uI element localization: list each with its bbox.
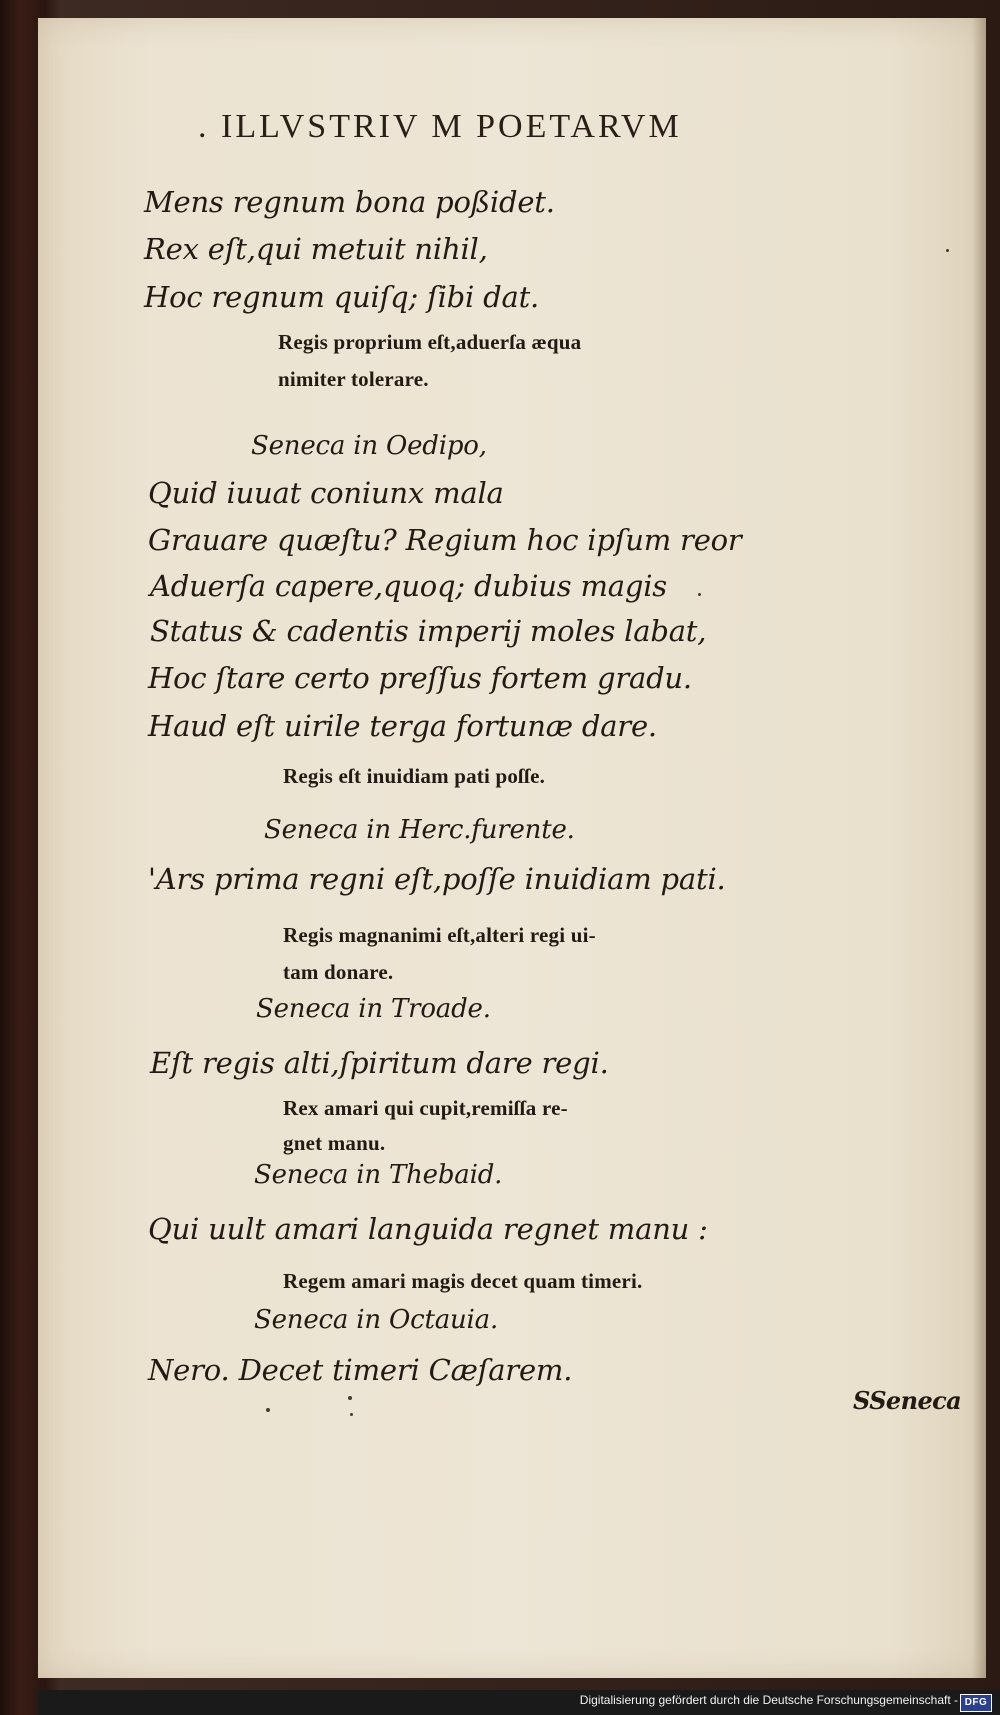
source-attribution: Seneca in Octauia. — [254, 1305, 499, 1335]
verse-line: Qui uult amari languida regnet manu : — [148, 1212, 708, 1246]
verse-line: Hoc regnum quiſq; ſibi dat. — [144, 280, 540, 314]
sentence-line: Regem amari magis decet quam timeri. — [283, 1269, 643, 1293]
catchword: SSeneca — [853, 1386, 962, 1415]
paper-speck — [698, 593, 701, 596]
sentence-line: Regis proprium eſt,aduerſa æqua — [278, 330, 582, 354]
sentence-line: Regis magnanimi eſt,alteri regi ui- — [283, 923, 596, 947]
running-head: . ILLVSTRIV M POETARVM — [198, 108, 682, 145]
verse-line: Eſt regis alti,ſpiritum dare regi. — [150, 1046, 609, 1080]
sentence-line: Regis eſt inuidiam pati poſſe. — [283, 764, 546, 788]
verse-line: Mens regnum bona poßidet. — [144, 185, 555, 219]
sentence-line: gnet manu. — [283, 1131, 386, 1155]
verse-line: Aduerſa capere,quoq; dubius magis — [150, 569, 667, 603]
source-attribution: Seneca in Oedipo, — [251, 431, 487, 461]
funding-credit: Digitalisierung gefördert durch die Deutsche Forschungsgemeinschaft - — [579, 1693, 958, 1707]
sentence-line: tam donare. — [283, 960, 394, 984]
verse-line: Rex eſt,qui metuit nihil, — [144, 232, 488, 266]
paper-speck — [266, 1408, 270, 1412]
verse-line: Haud eſt uirile terga fortunæ dare. — [148, 709, 657, 743]
paper-speck — [946, 249, 949, 252]
source-attribution: Seneca in Thebaid. — [254, 1160, 503, 1190]
verse-line: Status & cadentis imperij moles labat, — [150, 614, 707, 648]
paper-speck — [348, 1396, 352, 1400]
verse-line: Nero. Decet timeri Cæſarem. — [148, 1353, 573, 1387]
book-page — [38, 18, 986, 1678]
dfg-logo: DFG — [960, 1694, 992, 1712]
verse-line: Grauare quæſtu? Regium hoc ipſum reor — [148, 523, 742, 557]
sentence-line: Rex amari qui cupit,remiſſa re- — [283, 1096, 568, 1120]
page-edge-shadow — [972, 18, 986, 1678]
paper-speck — [350, 1413, 353, 1416]
verse-line: Hoc ſtare certo preſſus fortem gradu. — [148, 661, 692, 695]
verse-line: 'Ars prima regni eſt,poſſe inuidiam pati. — [148, 862, 726, 896]
source-attribution: Seneca in Troade. — [256, 994, 491, 1024]
digitization-footer — [38, 1690, 1000, 1715]
sentence-line: nimiter tolerare. — [278, 367, 429, 391]
source-attribution: Seneca in Herc.furente. — [264, 815, 575, 845]
verse-line: Quid iuuat coniunx mala — [148, 476, 504, 510]
